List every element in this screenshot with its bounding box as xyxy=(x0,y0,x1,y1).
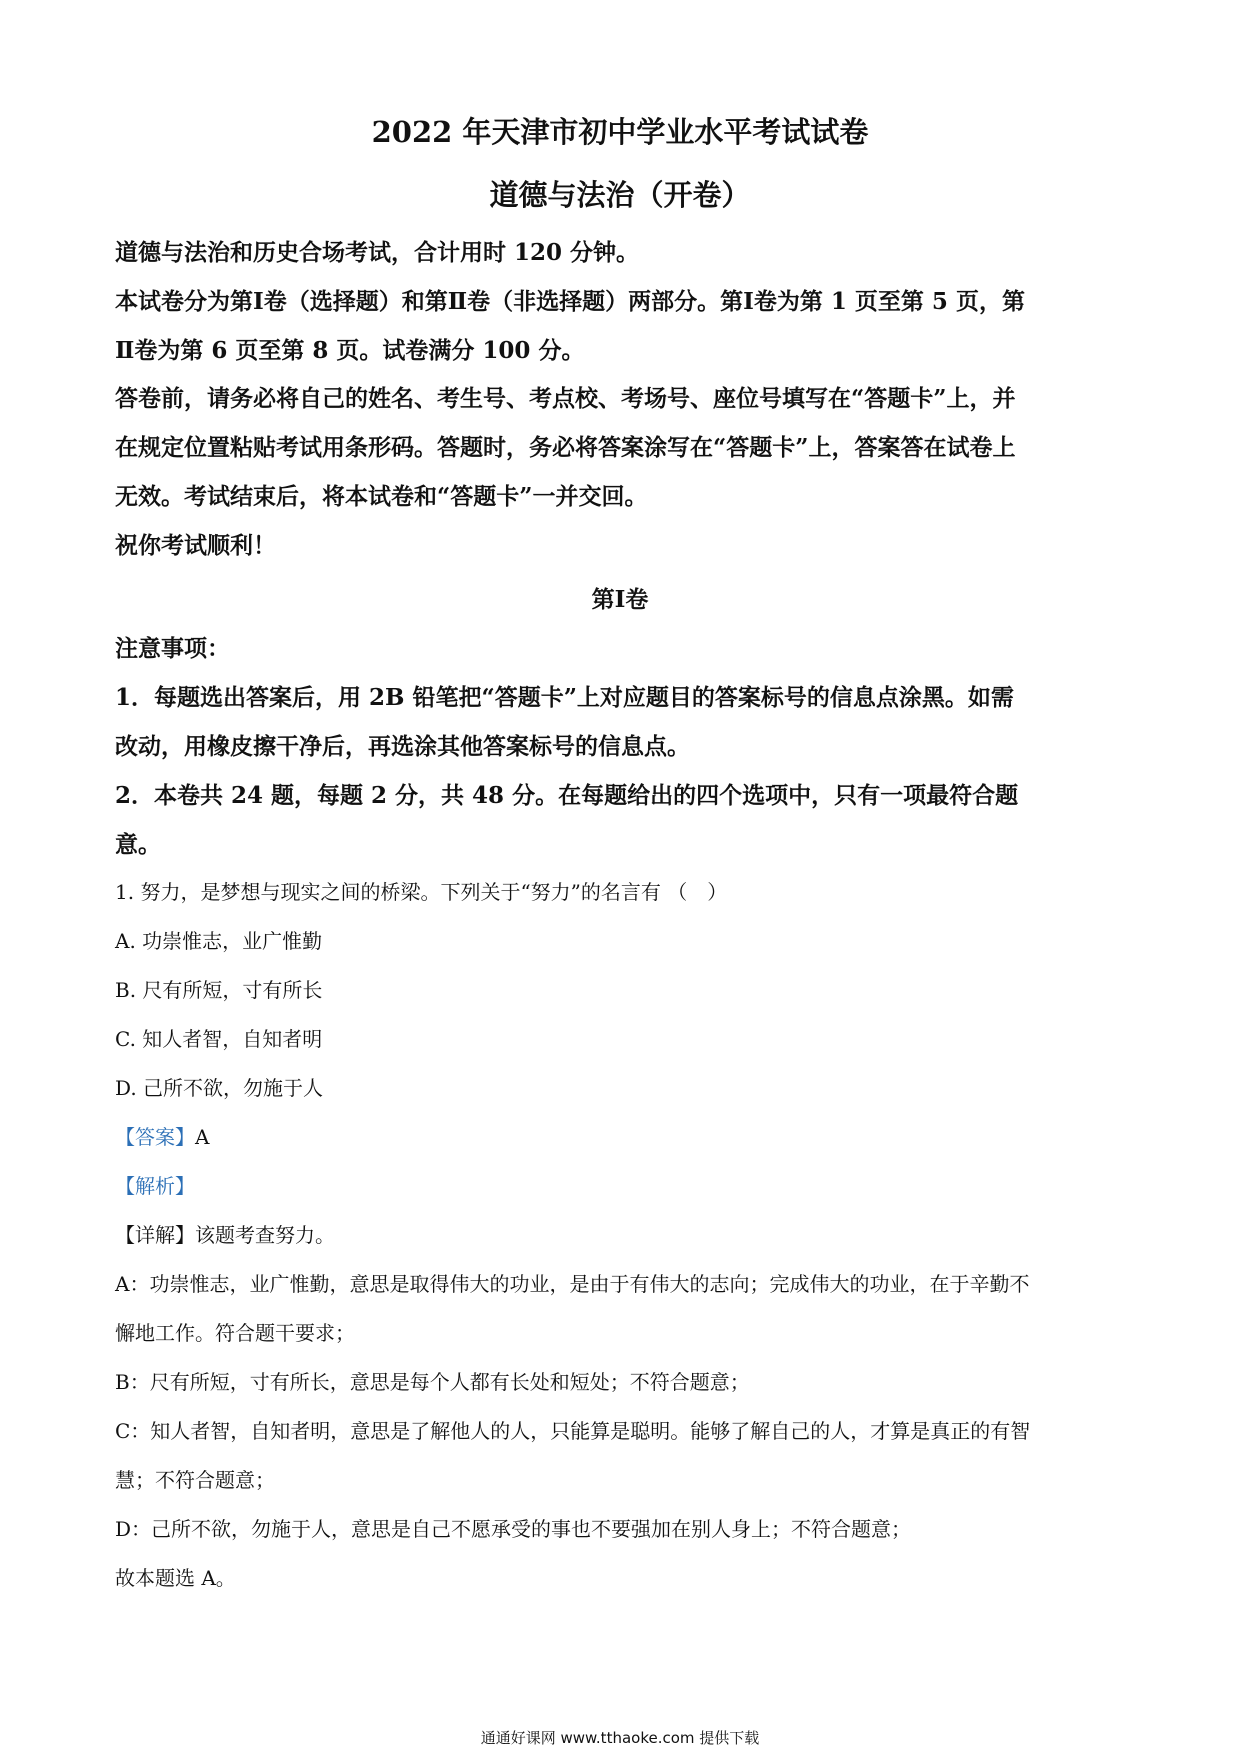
exam-title: 2022 年天津市初中学业水平考试试卷 xyxy=(371,115,869,149)
notice-item: 1．每题选出答案后，用 2B 铅笔把“答题卡”上对应题目的答案标号的信息点涂黑。如需 xyxy=(115,684,1014,711)
explanation-a-cont: 懈地工作。符合题干要求； xyxy=(115,1321,355,1345)
answer-line xyxy=(115,1121,1130,1150)
notice-item: 改动，用橡皮擦干净后，再选涂其他答案标号的信息点。 xyxy=(115,733,690,760)
question-stem: 1. 努力，是梦想与现实之间的桥梁。下列关于“努力”的名言有 （ ） xyxy=(115,880,728,904)
notice-item: 意。 xyxy=(115,831,161,858)
explanation-c: C：知人者智，自知者明，意思是了解他人的人，只能算是聪明。能够了解自己的人，才算是真正的有智 xyxy=(115,1419,1031,1443)
conclusion-line: 故本题选 A。 xyxy=(115,1566,236,1590)
explanation-c-cont: 慧；不符合题意； xyxy=(115,1468,275,1492)
instruction-line: 在规定位置粘贴考试用条形码。答题时，务必将答案涂写在“答题卡”上，答案答在试卷上 xyxy=(115,434,1016,461)
footer-source: 通通好课网 www.tthaoke.com 提供下载 xyxy=(480,1729,760,1747)
answer-tag: 【答案】 xyxy=(115,1125,195,1149)
option-a: A. 功崇惟志，业广惟勤 xyxy=(115,929,323,953)
explanation-d: D：己所不欲，勿施于人，意思是自己不愿承受的事也不要强加在别人身上；不符合题意； xyxy=(115,1517,912,1541)
notice-item: 2．本卷共 24 题，每题 2 分，共 48 分。在每题给出的四个选项中，只有一项最符合题 xyxy=(115,782,1019,809)
option-d: D. 己所不欲，勿施于人 xyxy=(115,1076,324,1100)
section-heading: 第Ⅰ卷 xyxy=(591,586,649,613)
notice-heading: 注意事项： xyxy=(115,635,230,662)
option-c: C. 知人者智，自知者明 xyxy=(115,1027,323,1051)
explanation-b: B：尺有所短，寸有所长，意思是每个人都有长处和短处；不符合题意； xyxy=(115,1370,750,1394)
instruction-line: 答卷前，请务必将自己的姓名、考生号、考点校、考场号、座位号填写在“答题卡”上，并 xyxy=(115,385,1016,412)
instruction-line: 道德与法治和历史合场考试，合计用时 120 分钟。 xyxy=(115,239,640,266)
answer-value: A xyxy=(195,1125,210,1149)
instruction-line: 本试卷分为第Ⅰ卷（选择题）和第Ⅱ卷（非选择题）两部分。第Ⅰ卷为第 1 页至第 5 页，第 xyxy=(115,288,1025,315)
instruction-line: Ⅱ卷为第 6 页至第 8 页。试卷满分 100 分。 xyxy=(115,337,585,364)
detail-line: 【详解】该题考查努力。 xyxy=(115,1223,335,1247)
analysis-tag: 【解析】 xyxy=(115,1174,195,1198)
option-b: B. 尺有所短，寸有所长 xyxy=(115,978,323,1002)
good-luck-line: 祝你考试顺利！ xyxy=(115,532,276,559)
exam-subtitle: 道德与法治（开卷） xyxy=(489,178,751,212)
explanation-a: A：功崇惟志，业广惟勤，意思是取得伟大的功业，是由于有伟大的志向；完成伟大的功业，在于辛勤不 xyxy=(115,1272,1030,1296)
instruction-line: 无效。考试结束后，将本试卷和“答题卡”一并交回。 xyxy=(115,483,648,510)
